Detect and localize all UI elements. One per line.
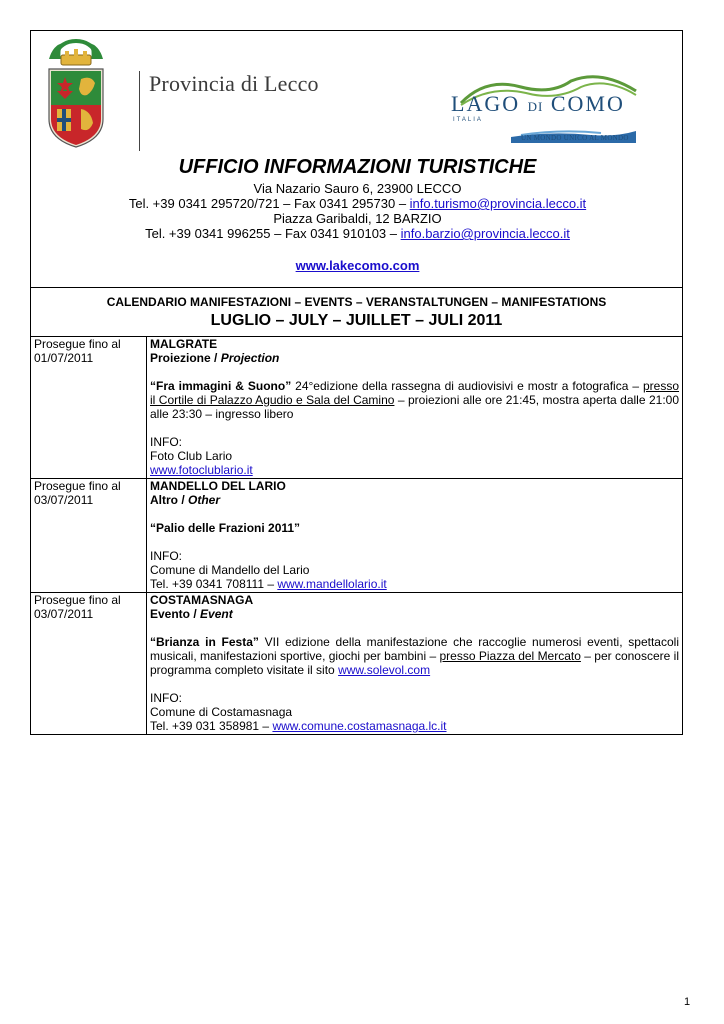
event-info-label: INFO: <box>150 691 182 705</box>
lago-di-como-wordmark: LAGO DI COMO <box>451 91 625 116</box>
barzio-address: Piazza Garibaldi, 12 BARZIO <box>273 211 442 226</box>
event-description: “Palio delle Frazioni 2011” <box>150 521 301 535</box>
logo-country: ITALIA <box>453 117 483 123</box>
calendar-heading-box <box>30 287 683 337</box>
event-place: COSTAMASNAGA <box>150 593 254 607</box>
province-divider <box>139 71 140 151</box>
calendar-subtitle: CALENDARIO MANIFESTAZIONI – EVENTS – VERANSTALTUNGEN – MANIFESTATIONS <box>106 295 607 309</box>
event-info-label: INFO: <box>150 549 182 563</box>
table-row <box>31 593 683 735</box>
website-link[interactable]: www.lakecomo.com <box>295 258 420 273</box>
event-date-label: Prosegue fino al <box>34 593 121 607</box>
barzio-contacts: Tel. +39 0341 996255 – Fax 0341 910103 – info.barzio@provincia.lecco.it <box>145 226 570 241</box>
office-title: UFFICIO INFORMAZIONI TURISTICHE <box>178 156 537 178</box>
event-info-label: INFO: <box>150 435 182 449</box>
table-row <box>31 479 683 593</box>
event-description: “Fra immagini & Suono” 24°edizione della rassegna di audiovisivi e mostr a fotografica – presso il Cortile di Palazzo Agudio e Sala del Camino – proiezioni alle ore 21:45, mostra aperta dalle 21:00 alle 23:30 – ingresso libero <box>150 379 680 421</box>
logo-tagline: UN MONDO UNICO AL MONDO <box>521 134 629 142</box>
event-date-label: Prosegue fino al <box>34 337 121 351</box>
event-site-link[interactable]: www.solevol.com <box>338 663 431 677</box>
calendar-title: LUGLIO – JULY – JUILLET – JULI 2011 <box>210 312 503 329</box>
event-date-label: Prosegue fino al <box>34 479 121 493</box>
event-details-cell <box>147 479 683 593</box>
event-date-cell <box>31 479 147 593</box>
event-contact: Tel. +39 0341 708111 – www.mandellolario.it <box>150 577 387 591</box>
lecco-address: Via Nazario Sauro 6, 23900 LECCO <box>253 181 462 196</box>
event-details-cell <box>147 337 683 479</box>
event-description: “Brianza in Festa” VII edizione della manifestazione che raccoglie numerosi eventi, spettacoli musicali, manifestazioni sportive, giochi per bambini – presso Piazza del Mercato – per conoscere il programma completo visitate il sito www.solevol.com <box>150 635 679 677</box>
event-organizer: Foto Club Lario <box>150 449 233 463</box>
province-crest-icon <box>41 39 111 149</box>
events-table <box>30 336 683 735</box>
event-category: Proiezione / Projection <box>150 351 280 365</box>
event-category: Evento / Event <box>150 607 233 621</box>
event-organizer: Comune di Costamasnaga <box>150 705 293 719</box>
barzio-email-link[interactable]: info.barzio@provincia.lecco.it <box>400 226 570 241</box>
event-contact: Tel. +39 031 358981 – www.comune.costamasnaga.lc.it <box>150 719 447 733</box>
event-category: Altro / Other <box>150 493 221 507</box>
event-details-cell <box>147 593 683 735</box>
page-number: 1 <box>684 996 691 1008</box>
table-row <box>31 337 683 479</box>
lecco-email-link[interactable]: info.turismo@provincia.lecco.it <box>409 196 587 211</box>
event-link[interactable]: www.mandellolario.it <box>277 577 387 591</box>
event-link[interactable]: www.comune.costamasnaga.lc.it <box>272 719 447 733</box>
event-date-cell <box>31 593 147 735</box>
lecco-contacts: Tel. +39 0341 295720/721 – Fax 0341 295730 – info.turismo@provincia.lecco.it <box>128 196 587 211</box>
province-name: Provincia di Lecco <box>149 71 319 96</box>
event-place: MALGRATE <box>150 337 218 351</box>
event-link[interactable]: www.fotoclublario.it <box>150 463 253 477</box>
event-date: 03/07/2011 <box>34 493 94 507</box>
event-date-cell <box>31 337 147 479</box>
website-line <box>31 258 684 273</box>
event-organizer: Comune di Mandello del Lario <box>150 563 310 577</box>
header-box <box>30 30 683 288</box>
event-date: 03/07/2011 <box>34 607 94 621</box>
event-date: 01/07/2011 <box>34 351 94 365</box>
event-place: MANDELLO DEL LARIO <box>150 479 286 493</box>
document-frame <box>30 30 683 733</box>
